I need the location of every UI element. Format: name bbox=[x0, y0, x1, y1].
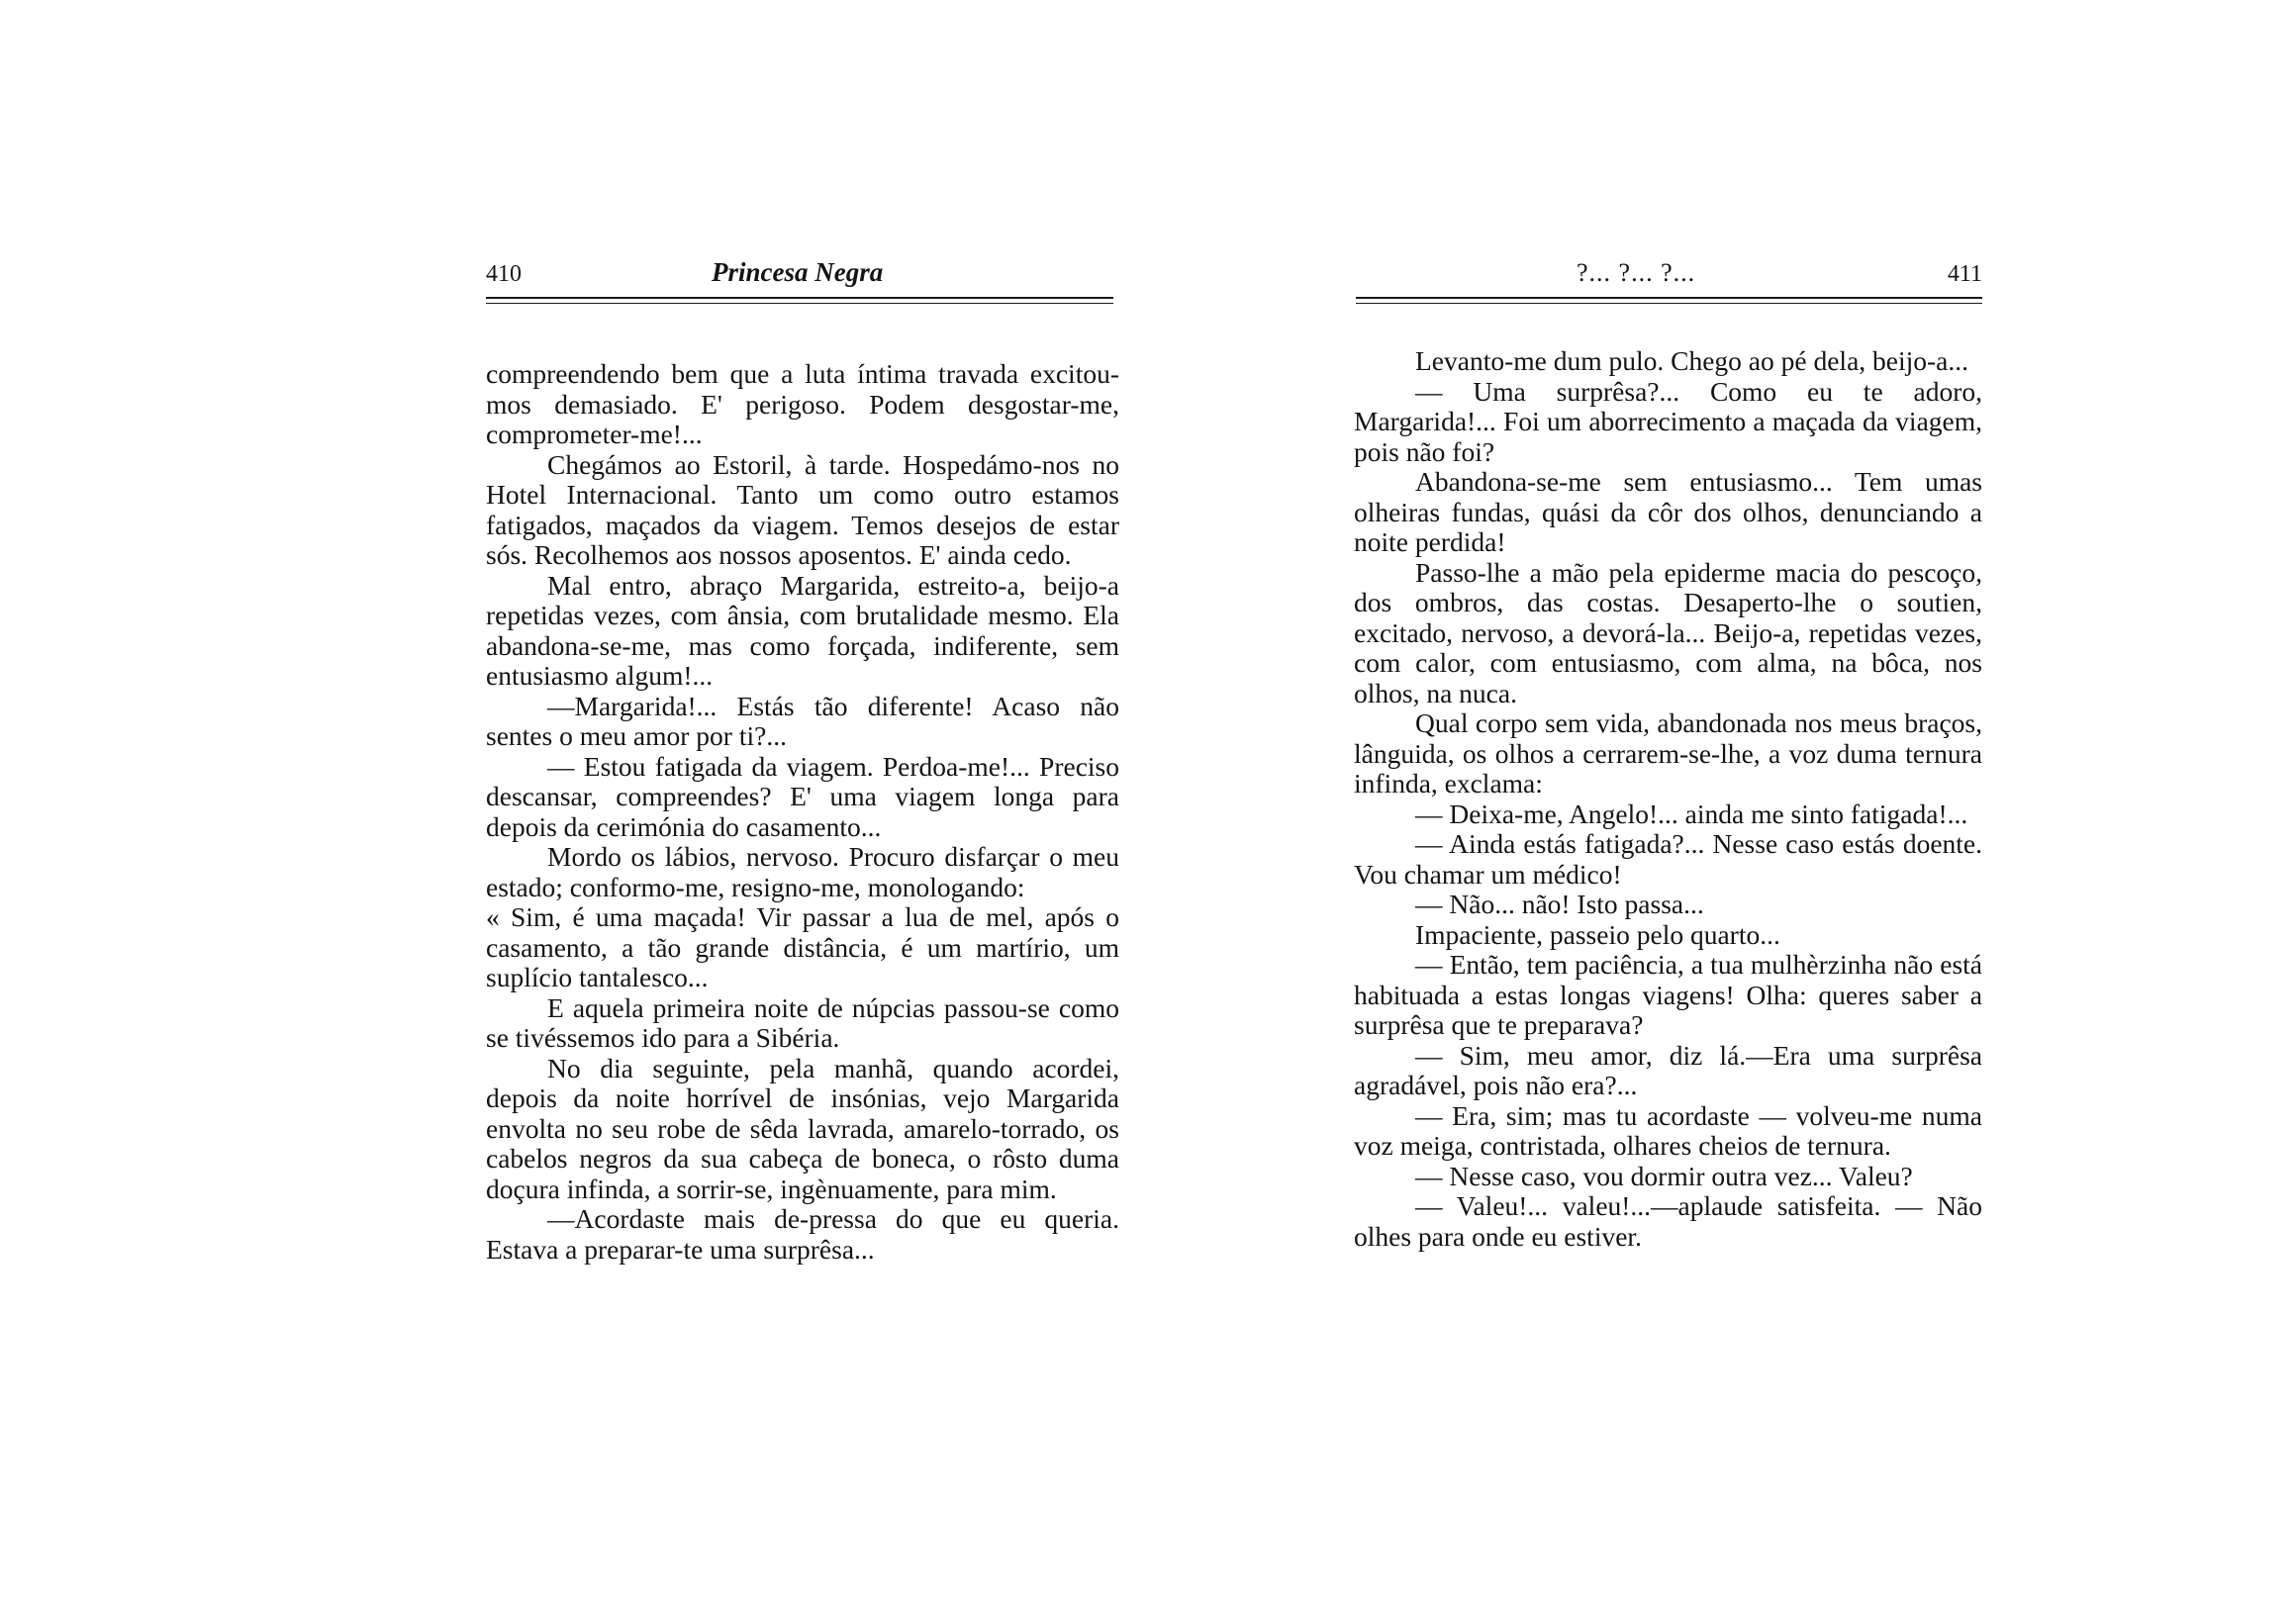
right-page-number: 411 bbox=[1947, 261, 1982, 287]
paragraph: Mal entro, abraço Margarida, estreito-a, beijo-a repetidas vezes, com ânsia, com brutalidade mesmo. Ela abandona-se-me, mas como forçada, indiferente, sem entusiasmo algum!... bbox=[486, 569, 1119, 691]
paragraph: — Valeu!... valeu!...—aplaude satisfeita. — Não olhes para onde eu estiver. bbox=[1354, 1190, 1982, 1252]
paragraph: — Era, sim; mas tu acordaste — volveu-me numa voz meiga, contristada, olhares cheios de ternura. bbox=[1354, 1099, 1982, 1161]
paragraph: E aquela primeira noite de núpcias passou-se como se tivéssemos ido para a Sibéria. bbox=[486, 991, 1119, 1053]
paragraph: — Não... não! Isto passa... bbox=[1415, 889, 1704, 919]
paragraph: compreendendo bem que a luta íntima travada excitou-mos demasiado. E' perigoso. Podem desgostar-me, comprometer-me!... bbox=[486, 358, 1119, 449]
paragraph: Qual corpo sem vida, abandonada nos meus braços, lânguida, os olhos a cerrarem-se-lhe, a voz duma ternura infinda, exclama: bbox=[1354, 707, 1982, 799]
paragraph: — Então, tem paciência, a tua mulhèrzinha não está habituada a estas longas viagens! Olha: queres saber a surprêsa que te preparava? bbox=[1354, 949, 1982, 1040]
paragraph: — Sim, meu amor, diz lá.—Era uma surprêsa agradável, pois não era?... bbox=[1354, 1039, 1982, 1100]
paragraph: Mordo os lábios, nervoso. Procuro disfarçar o meu estado; conformo-me, resigno-me, monologando: bbox=[486, 841, 1119, 902]
right-page-header bbox=[1354, 252, 1982, 292]
header-rule-thick bbox=[1356, 297, 1982, 299]
paragraph: Chegámos ao Estoril, à tarde. Hospedámo-nos no Hotel Internacional. Tanto um como outro estamos fatigados, maçados da viagem. Temos desejos de estar sós. Recolhemos aos nossos aposentos. E' ainda cedo. bbox=[486, 448, 1119, 570]
paragraph: Passo-lhe a mão pela epiderme macia do pescoço, dos ombros, das costas. Desaperto-lhe o soutien, excitado, nervoso, a devorá-la... Beijo-a, repetidas vezes, com calor, com entusiasmo, com alma, na bôca, nos olhos, na nuca. bbox=[1354, 556, 1982, 708]
paragraph: —Acordaste mais de-pressa do que eu queria. Estava a preparar-te uma surprêsa... bbox=[486, 1203, 1119, 1265]
left-page-header bbox=[486, 252, 1119, 292]
right-running-title: ?... ?... ?... bbox=[1577, 258, 1696, 287]
paragraph: — Estou fatigada da viagem. Perdoa-me!... Preciso descansar, compreendes? E' uma viagem longa para depois da cerimónia do casamento... bbox=[486, 750, 1119, 842]
paragraph: Levanto-me dum pulo. Chego ao pé dela, beijo-a... bbox=[1415, 345, 1968, 376]
header-rule-thin bbox=[1356, 303, 1982, 304]
header-rule-thick bbox=[486, 297, 1113, 299]
paragraph: — Uma surprêsa?... Como eu te adoro, Margarida!... Foi um aborrecimento a maçada da viagem, pois não foi? bbox=[1354, 375, 1982, 467]
paragraph: No dia seguinte, pela manhã, quando acordei, depois da noite horrível de insónias, vejo Margarida envolta no seu robe de sêda lavrada, amarelo-torrado, os cabelos negros da sua cabeça de boneca, o rôsto duma doçura infinda, a sorrir-se, ingènuamente, para mim. bbox=[486, 1052, 1119, 1204]
right-page-body bbox=[1354, 346, 1982, 1252]
paragraph: Abandona-se-me sem entusiasmo... Tem umas olheiras fundas, quási da côr dos olhos, denunciando a noite perdida! bbox=[1354, 466, 1982, 557]
paragraph: Impaciente, passeio pelo quarto... bbox=[1415, 918, 1780, 950]
paragraph: —Margarida!... Estás tão diferente! Acaso não sentes o meu amor por ti?... bbox=[486, 690, 1119, 751]
paragraph: — Ainda estás fatigada?... Nesse caso estás doente. Vou chamar um médico! bbox=[1354, 828, 1982, 890]
left-running-title: Princesa Negra bbox=[712, 257, 884, 287]
paragraph: « Sim, é uma maçada! Vir passar a lua de mel, após o casamento, a tão grande distância, é um martírio, um suplício tantalesco... bbox=[486, 901, 1119, 992]
paragraph: — Deixa-me, Angelo!... ainda me sinto fatigada!... bbox=[1415, 798, 1968, 829]
left-page-number: 410 bbox=[486, 261, 522, 287]
paragraph: — Nesse caso, vou dormir outra vez... Valeu? bbox=[1415, 1160, 1913, 1191]
left-page-body bbox=[486, 359, 1119, 1265]
header-rule-thin bbox=[486, 303, 1113, 304]
